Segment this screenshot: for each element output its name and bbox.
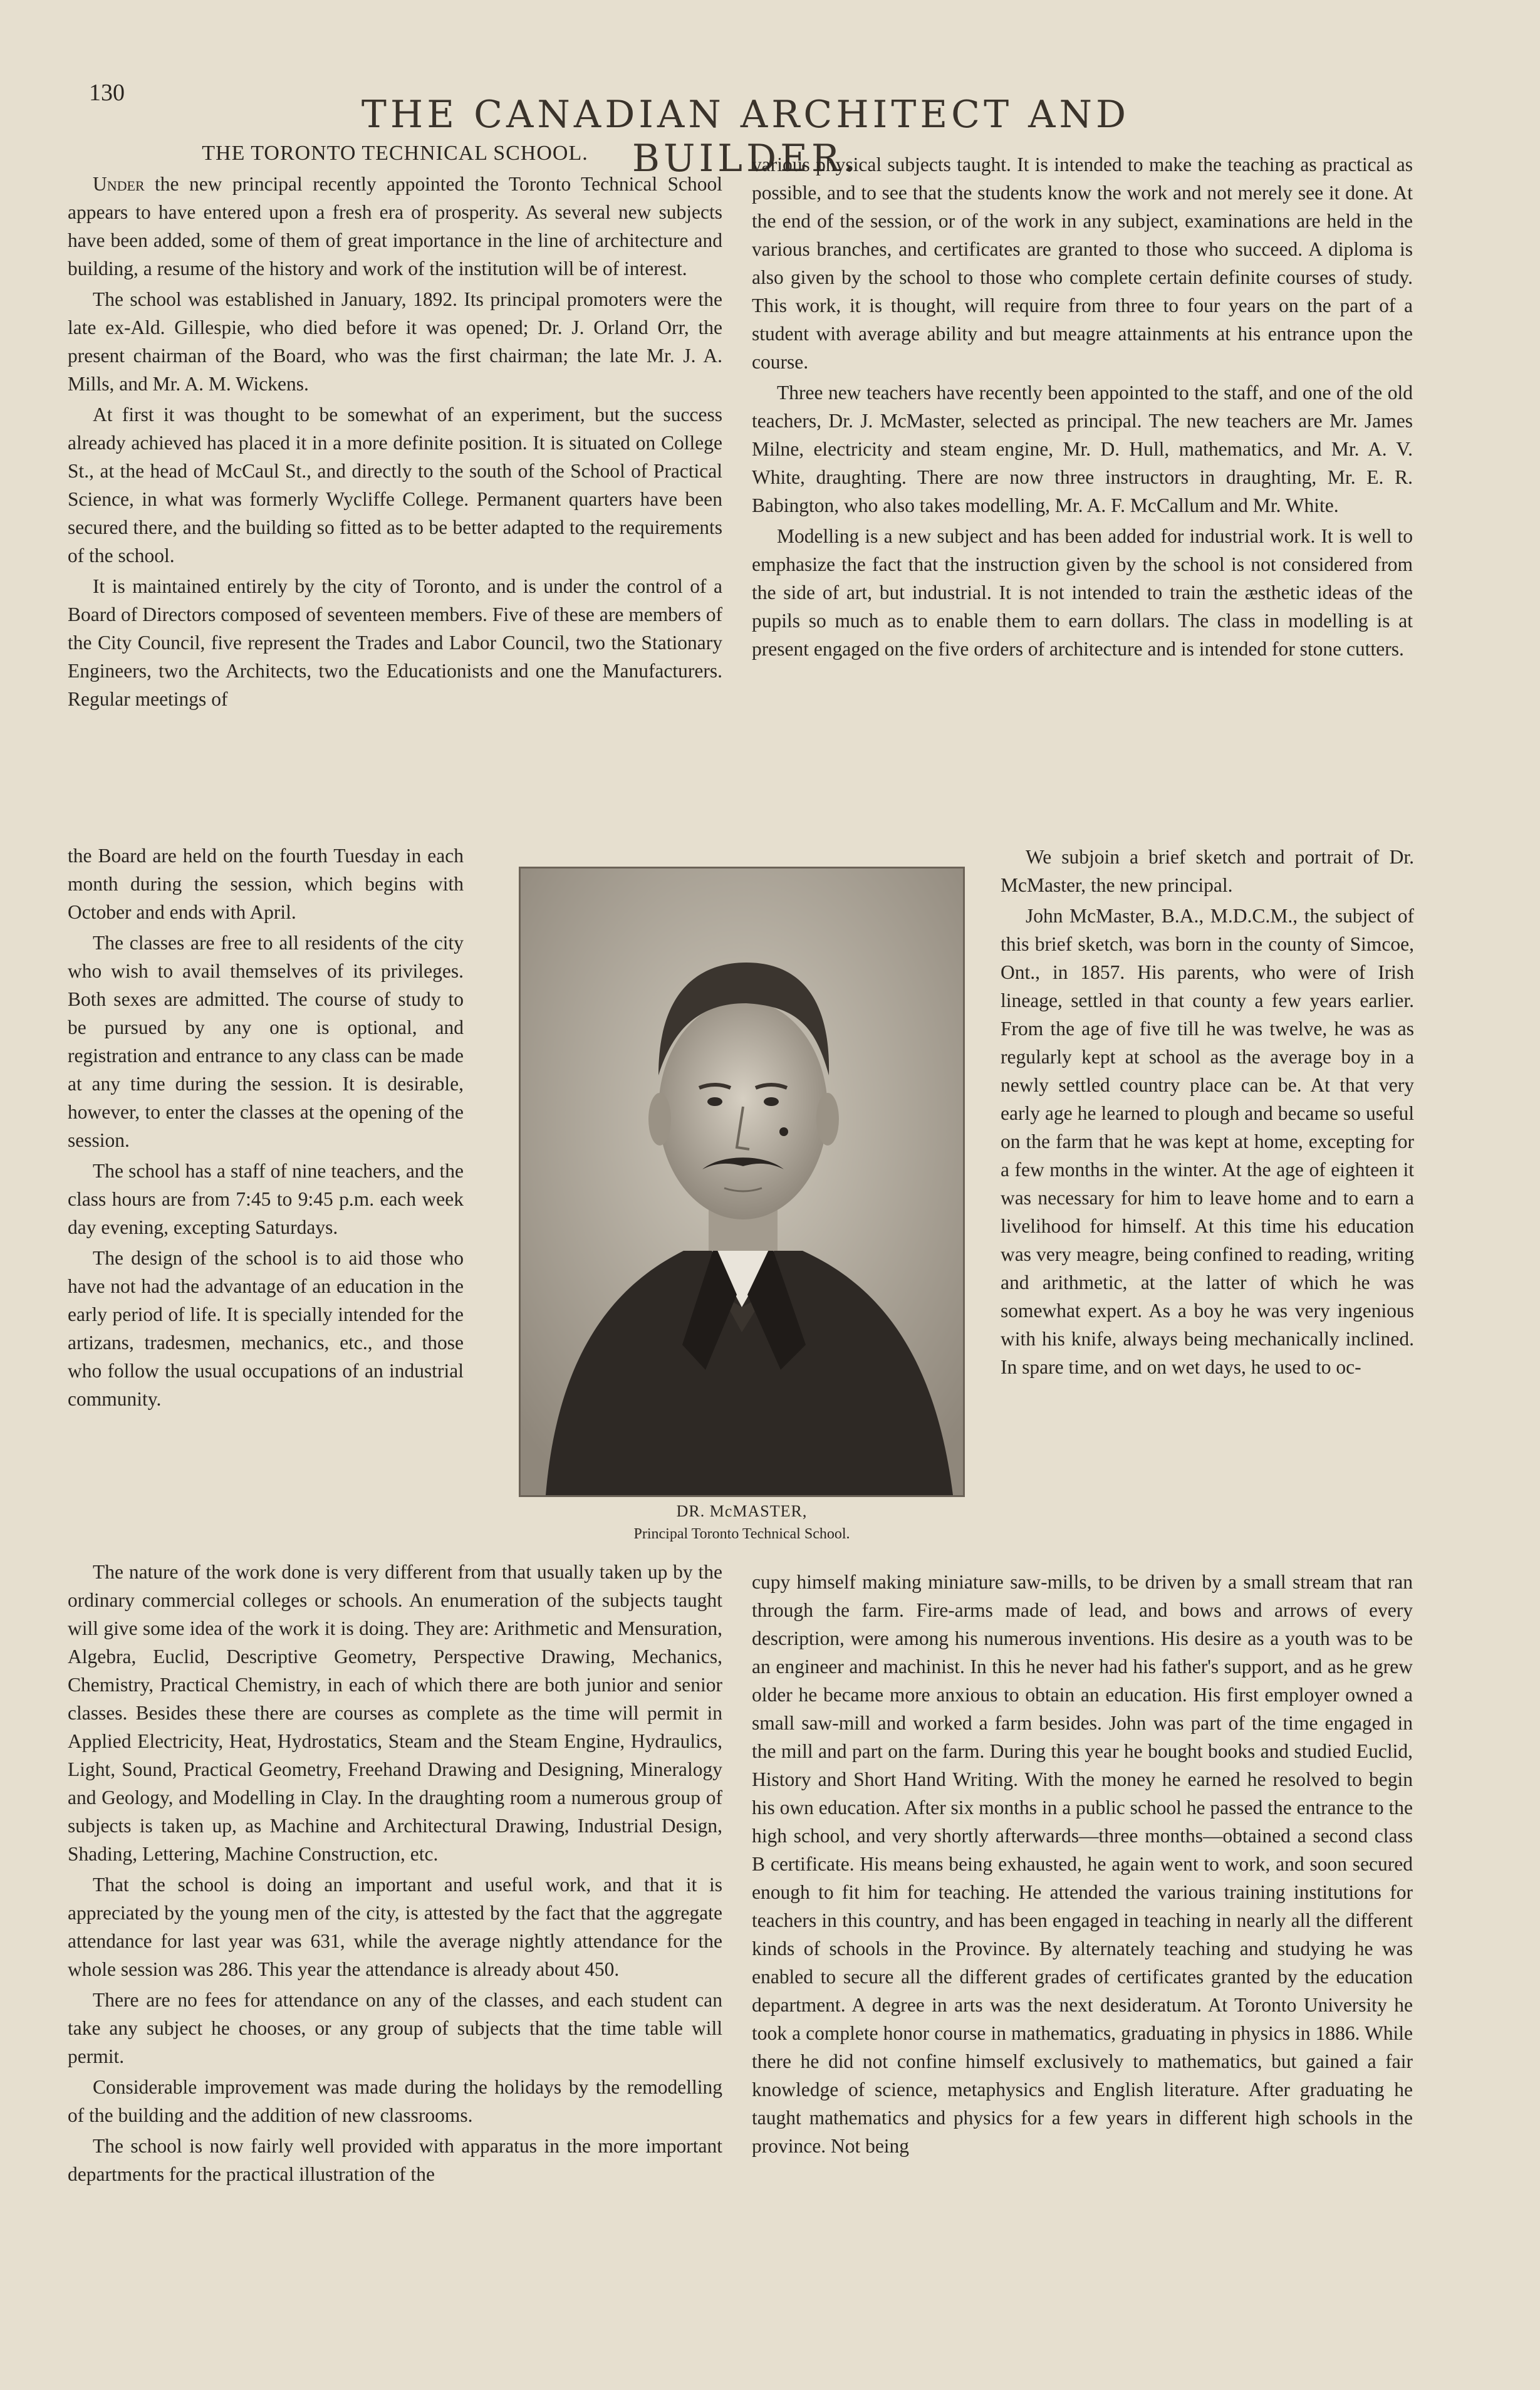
article-column-left-upper [68,139,722,713]
paragraph: The school is now fairly well provided with apparatus in the more important departments for the practical illustration of the [68,2135,722,2185]
paragraph: Three new teachers have recently been appointed to the staff, and one of the old teachers, Dr. J. McMaster, selected as principal. The new teachers are Mr. James Milne, electricity and steam engine, Mr. D. Hull, mathematics, and Mr. A. V. White, draughting. There are now three instructors in draughting, Mr. E. R. Babington, who also takes modelling, Mr. A. F. McCallum and Mr. White. [752,382,1413,516]
article-column-right-lower [752,1568,1413,2160]
paragraph: At first it was thought to be somewhat of an experiment, but the success already achieved has placed it in a more definite position. It is situated on College St., at the head of McCaul St., and directly to the south of the School of Practical Science, in what was formerly Wycliffe College. Permanent quarters have been secured there, and the building so fitted as to be better adapted to the requirements of the school. [68,404,722,566]
paragraph: the Board are held on the fourth Tuesday in each month during the session, which begins with October and ends with April. [68,845,464,923]
caption-role: Principal Toronto Technical School. [633,1526,850,1542]
paragraph: It is maintained entirely by the city of Toronto, and is under the control of a Board of Directors composed of seventeen members. Five of these are members of the City Council, five represent the Trades and Labor Council, two the Stationary Engineers, two the Architects, two the Educationists and one the Manufacturers. Regular meetings of [68,575,722,710]
photo-caption [519,1500,965,1545]
paragraph: The school has a staff of nine teachers, and the class hours are from 7:45 to 9:45 p.m. each week day evening, excepting Saturdays. [68,1160,464,1238]
paragraph [68,170,722,283]
paragraph: The design of the school is to aid those who have not had the advantage of an education in the early period of life. It is specially intended for the artizans, tradesmen, mechanics, etc., and those who follow the usual occupations of an industrial community. [68,1247,464,1410]
article-column-right-beside-photo [1001,843,1414,1381]
paragraph-text: the new principal recently appointed the Toronto Technical School appears to have entered upon a fresh era of prosperity. As several new subjects have been added, some of them of great importance in the line of architecture and building, a resume of the history and work of the institution will be of interest. [68,173,722,279]
paragraph: John McMaster, B.A., M.D.C.M., the subject of this brief sketch, was born in the county of Simcoe, Ont., in 1857. His parents, who were of Irish lineage, settled in that county a few years earlier. From the age of five till he was twelve, he was as regularly kept at school as the average boy in a newly settled country place can be. At that very early age he learned to plough and became so useful on the farm that he was kept at home, excepting for a few months in the winter. At the age of eighteen it was necessary for him to leave home and to earn a livelihood for himself. At this time his education was very meagre, being confined to reading, writing and arithmetic, at the latter of which he was somewhat expert. As a boy he was very ingenious with his knife, always being mechanically inclined. In spare time, and on wet days, he used to oc- [1001,905,1414,1378]
article-column-left-beside-photo [68,842,464,1413]
paragraph: Modelling is a new subject and has been added for industrial work. It is well to emphasize the fact that the instruction given by the school is not considered from the side of art, but industrial. It is not intended to train the æsthetic ideas of the pupils so much as to enable them to earn dollars. The class in modelling is at present engaged on the five orders of architecture and is intended for stone cutters. [752,525,1413,660]
running-title: THE CANADIAN ARCHITECT AND BUILDER. [361,93,1130,180]
page-number: 130 [89,80,125,106]
caption-name: DR. McMASTER, [676,1502,808,1520]
paragraph: various physical subjects taught. It is intended to make the teaching as practical as possible, and to see that the students know the work and not merely see it done. At the end of the session, or of the work in any subject, examinations are held in the various branches, and certificates are granted to those who succeed. A diploma is also given by the school to those who complete certain definite courses of study. This work, it is thought, will require from three to four years on the part of a student with average ability and but meagre attainments at his entrance upon the course. [752,154,1413,373]
paragraph: That the school is doing an important and useful work, and that it is appreciated by the young men of the city, is attested by the fact that the aggregate attendance for last year was 631, while the average nightly attendance for the whole session was 286. This year the attendance is already about 450. [68,1874,722,1980]
paragraph: There are no fees for attendance on any of the classes, and each student can take any subject he chooses, or any group of subjects that the time table will permit. [68,1989,722,2067]
paragraph: Considerable improvement was made during the holidays by the remodelling of the building and the addition of new classrooms. [68,2076,722,2126]
paragraph: The nature of the work done is very different from that usually taken up by the ordinary commercial colleges or schools. An enumeration of the subjects taught will give some idea of the work it is doing. They are: Arithmetic and Mensuration, Algebra, Euclid, Descriptive Geometry, Perspective Drawing, Mechanics, Chemistry, Practical Chemistry, in each of which there are both junior and senior classes. Besides these there are courses as complete as the time will permit in Applied Electricity, Heat, Hydrostatics, Steam and the Steam Engine, Hydraulics, Light, Sound, Practical Geometry, Freehand Drawing and Designing, Mineralogy and Geology, and Modelling in Clay. In the draughting room a numerous group of subjects is taken up, as Machine and Architectural Drawing, Industrial Design, Shading, Lettering, Machine Construction, etc. [68,1561,722,1865]
lead-word: Under [93,173,145,195]
article-column-left-lower [68,1558,722,2188]
paragraph: We subjoin a brief sketch and portrait of Dr. McMaster, the new principal. [1001,846,1414,896]
portrait-illustration [521,869,963,1495]
paragraph: cupy himself making miniature saw-mills, to be driven by a small stream that ran through the farm. Fire-arms made of lead, and bows and arrows of every description, were among his numerous inventions. His desire as a youth was to be an engineer and machinist. In this he never had his father's support, and as he grew older he became more anxious to obtain an education. His first employer owned a small saw-mill and worked a farm besides. John was part of the time engaged in the mill and part on the farm. During this year he bought books and studied Euclid, History and Short Hand Writing. With the money he earned he resolved to begin his own education. After six months in a public school he passed the entrance to the high school, and very shortly afterwards—three months—obtained a second class B certificate. His means being exhausted, he again went to work, and soon secured enough to fit him for teaching. He attended the various training institutions for teachers in this country, and has been engaged in teaching in nearly all the different kinds of schools in the Province. By alternately teaching and studying he was enabled to secure all the different grades of certificates granted by the education department. A degree in arts was the next desideratum. At Toronto University he took a complete honor course in mathematics, graduating in physics in 1886. While there he did not confine himself exclusively to mathematics, but gained a fair knowledge of science, metaphysics and English literature. After graduating he taught mathematics and physics for a few years in different high schools in the province. Not being [752,1571,1413,2157]
paragraph: The classes are free to all residents of the city who wish to avail themselves of its privileges. Both sexes are admitted. The course of study to be pursued by any one is optional, and registration and entrance to any class can be made at any time during the session. It is desirable, however, to enter the classes at the opening of the session. [68,932,464,1151]
portrait-photo [519,867,965,1497]
article-title: THE TORONTO TECHNICAL SCHOOL. [202,142,588,165]
article-column-right-upper [752,150,1413,663]
paragraph: The school was established in January, 1892. Its principal promoters were the late ex-Ald. Gillespie, who died before it was opened; Dr. J. Orland Orr, the present chairman of the Board, who was the first chairman; the late Mr. J. A. Mills, and Mr. A. M. Wickens. [68,288,722,395]
